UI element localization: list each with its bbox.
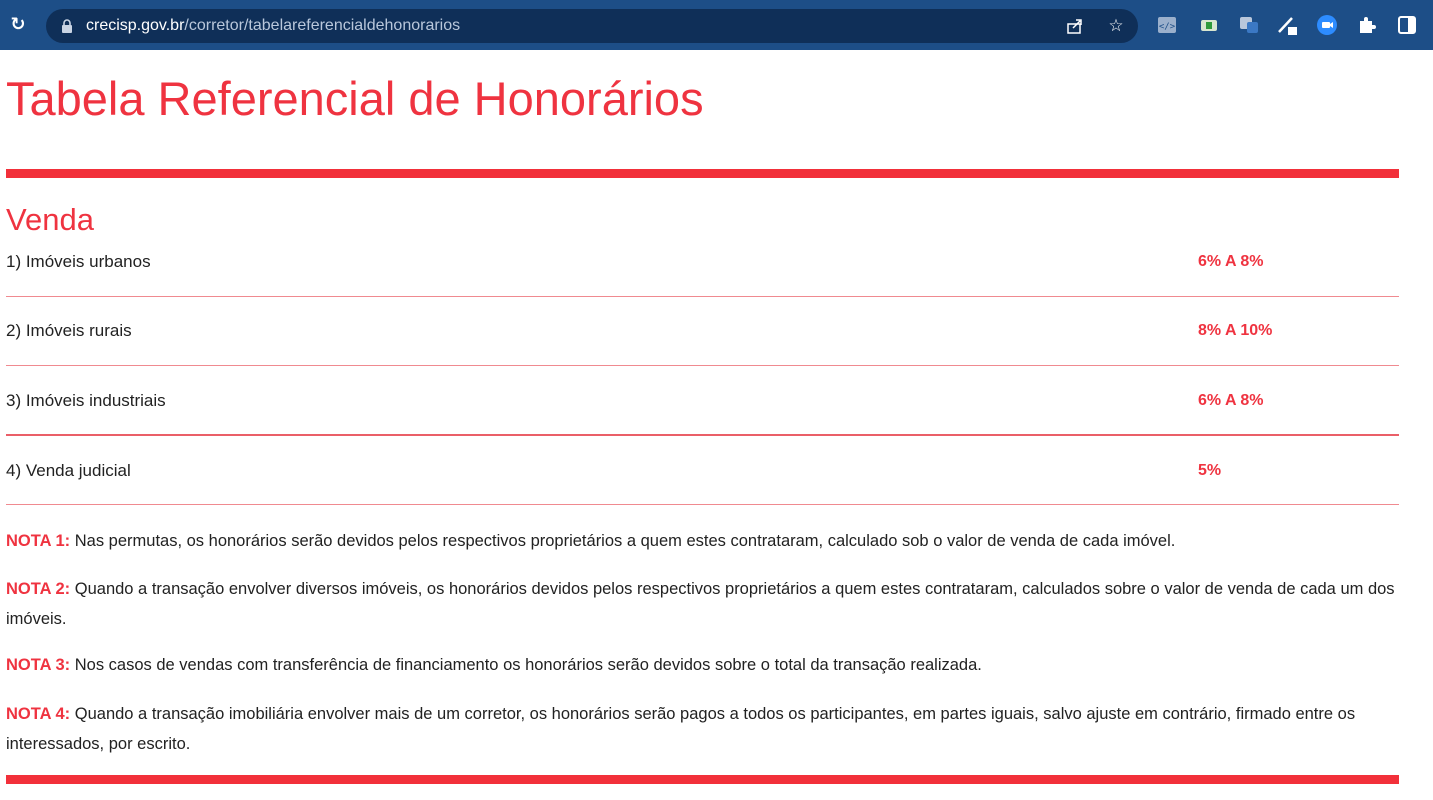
green-extension-icon[interactable] (1198, 14, 1220, 36)
note-label: NOTA 1: (6, 532, 71, 550)
note-label: NOTA 2: (6, 580, 71, 598)
fee-row-value: 6% A 8% (1198, 392, 1264, 409)
row-divider (6, 365, 1399, 366)
note-text: Quando a transação imobiliária envolver mais de um corretor, os honorários serão pagos a todos os participantes, em partes iguais, salvo ajuste em contrário, firmado entre os interessados, por escrito. (6, 705, 1356, 753)
address-bar[interactable] (46, 9, 1138, 43)
browser-toolbar (0, 0, 1433, 50)
page-title: Tabela Referencial de Honorários (6, 72, 704, 125)
fee-row-label: 1) Imóveis urbanos (6, 252, 151, 271)
fee-row-value: 5% (1198, 462, 1222, 479)
reload-icon[interactable]: ↻ (10, 14, 26, 34)
code-extension-icon[interactable] (1156, 14, 1178, 36)
fee-row-value: 6% A 8% (1198, 253, 1264, 270)
url-host: crecisp.gov.br (86, 17, 185, 34)
side-panel-icon[interactable] (1396, 14, 1418, 36)
note-1 (6, 526, 1399, 556)
note-text: Nos casos de vendas com transferência de financiamento os honorários serão devidos sobre o total da transação realizada. (70, 656, 982, 674)
note-label: NOTA 4: (6, 705, 71, 723)
row-divider (6, 434, 1399, 436)
svg-text:</>: </> (1158, 22, 1176, 32)
note-text: Quando a transação envolver diversos imóveis, os honorários devidos pelos respectivos proprietários a quem estes contrataram, calculados sobre o valor de venda de cada um dos imóveis. (6, 580, 1395, 628)
puzzle-icon[interactable] (1356, 14, 1378, 36)
star-icon[interactable]: ☆ (1108, 16, 1124, 35)
translate-extension-icon[interactable] (1238, 14, 1260, 36)
pen-extension-icon[interactable] (1276, 14, 1298, 36)
fee-row-value: 8% A 10% (1198, 322, 1273, 339)
url-text[interactable] (86, 17, 460, 35)
video-extension-icon[interactable] (1316, 14, 1338, 36)
note-label: NOTA 3: (6, 656, 71, 674)
section-title-venda: Venda (6, 202, 94, 237)
fee-row-label: 3) Imóveis industriais (6, 391, 166, 410)
lock-icon[interactable] (60, 19, 74, 33)
row-divider (6, 296, 1399, 297)
note-text: Nas permutas, os honorários serão devidos pelos respectivos proprietários a quem estes contrataram, calculado sob o valor de venda de cada imóvel. (70, 532, 1176, 550)
row-divider (6, 504, 1399, 505)
note-2 (6, 574, 1399, 634)
fee-row-label: 2) Imóveis rurais (6, 321, 132, 340)
note-3 (6, 650, 1399, 680)
share-icon[interactable] (1065, 16, 1085, 36)
fee-row-label: 4) Venda judicial (6, 461, 131, 480)
top-divider (6, 169, 1399, 178)
bottom-divider (6, 775, 1399, 784)
url-path: /corretor/tabelareferencialdehonorarios (184, 17, 461, 34)
note-4 (6, 699, 1399, 759)
